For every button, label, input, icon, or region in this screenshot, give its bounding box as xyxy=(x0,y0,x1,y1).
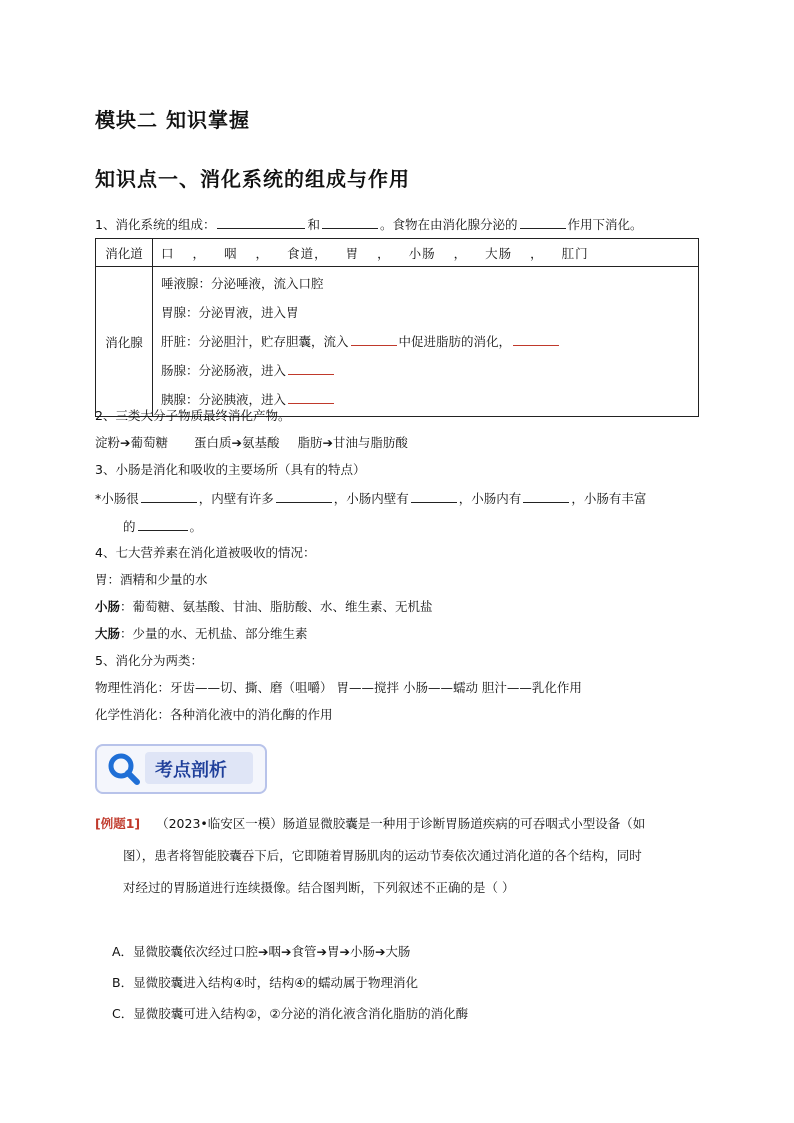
q3-blank-5[interactable] xyxy=(138,518,188,531)
pancreas-blank[interactable] xyxy=(288,391,334,404)
stomach-text: ：酒精和少量的水 xyxy=(107,572,208,587)
organ-sep: ， xyxy=(255,245,270,261)
magnifier-icon xyxy=(105,750,143,788)
q1-mid2: 。食物在由消化腺分泌的 xyxy=(379,217,518,232)
q3-title: 3、小肠是消化和吸收的主要场所（具有的特点） xyxy=(95,462,366,477)
example-line3: 对经过的胃肠道进行连续摄像。结合图判断，下列叙述不正确的是（ ） xyxy=(123,880,515,895)
organ-item: 食道， xyxy=(287,245,328,261)
q1-blank-1[interactable] xyxy=(217,216,305,229)
q1-prefix: 1、消化系统的组成： xyxy=(95,217,216,232)
starch-product: 淀粉➔葡萄糖 xyxy=(95,435,168,450)
large-intestine-label: 大肠 xyxy=(95,626,121,641)
option-a: A．显微胶囊依次经过口腔➔咽➔食管➔胃➔小肠➔大肠 xyxy=(112,944,411,959)
intestinal-blank[interactable] xyxy=(288,362,334,375)
q1-blank-2[interactable] xyxy=(322,216,378,229)
q3-blank-1[interactable] xyxy=(141,490,197,503)
q3-blank-2[interactable] xyxy=(276,490,332,503)
q3-p4: ，小肠内有 xyxy=(458,491,522,506)
liver-text-b: 中促进脂肪的消化， xyxy=(398,334,512,349)
liver-text-a: 肝脏：分泌胆汁，贮存胆囊，流入 xyxy=(161,334,349,349)
q4-title: 4、七大营养素在消化道被吸收的情况： xyxy=(95,545,316,560)
intestinal-text: 肠腺：分泌肠液，进入 xyxy=(161,363,287,378)
fat-product: 脂肪➔甘油与脂肪酸 xyxy=(297,435,408,450)
q4-large-intestine xyxy=(95,626,308,642)
q5-title: 5、消化分为两类： xyxy=(95,653,203,668)
table-row-tract xyxy=(96,239,699,267)
q3-blank-4[interactable] xyxy=(523,490,569,503)
example-line2: 图），患者将智能胶囊吞下后，它即随着胃肠肌肉的运动节奏依次通过消化道的各个结构，同时 xyxy=(123,848,642,863)
q5-chemical: 化学性消化：各种消化液中的消化酶的作用 xyxy=(95,707,333,722)
section-title: 知识点一、消化系统的组成与作用 xyxy=(95,167,410,191)
q1-suffix: 作用下消化。 xyxy=(567,217,643,232)
organ-item: 大肠 xyxy=(485,245,513,261)
q5-physical: 物理性消化：牙齿——切、撕、磨（咀嚼） 胃——搅拌 小肠——蠕动 胆汁——乳化作用 xyxy=(95,680,582,695)
gland-salivary: 唾液腺：分泌唾液，流入口腔 xyxy=(161,276,324,291)
gland-intestinal xyxy=(161,356,690,385)
organ-sep: ， xyxy=(530,245,544,261)
organs-list xyxy=(161,244,690,262)
small-intestine-label: 小肠 xyxy=(95,599,121,614)
example-line1 xyxy=(95,814,645,832)
large-intestine-text: ：少量的水、无机盐、部分维生素 xyxy=(120,626,308,641)
q3-line1 xyxy=(95,490,646,507)
organ-item: 咽 xyxy=(224,245,238,261)
q4-stomach xyxy=(95,572,208,588)
exam-analysis-banner xyxy=(95,744,267,794)
gland-liver xyxy=(161,327,690,356)
pancreas-text: 胰腺：分泌胰液，进入 xyxy=(161,392,287,407)
option-b: B．显微胶囊进入结构④时，结构④的蠕动属于物理消化 xyxy=(112,975,418,990)
protein-product: 蛋白质➔氨基酸 xyxy=(193,435,280,450)
example-tag: [例题1] xyxy=(95,816,141,831)
organ-item: 口 xyxy=(161,245,175,261)
q3-p1: *小肠很 xyxy=(95,491,139,506)
tract-label: 消化道 xyxy=(96,239,153,267)
organ-item: 肛门 xyxy=(561,245,589,261)
banner-label: 考点剖析 xyxy=(155,760,227,781)
organ-sep: ， xyxy=(192,245,207,261)
stomach-label: 胃 xyxy=(95,572,108,587)
small-intestine-text: ：葡萄糖、氨基酸、甘油、脂肪酸、水、维生素、无机盐 xyxy=(120,599,433,614)
q2-title: 2、三类大分子物质最终消化产物。 xyxy=(95,408,291,423)
q3-p6: 的 xyxy=(123,519,136,534)
q1-mid1: 和 xyxy=(307,217,320,232)
organ-sep: ， xyxy=(377,245,391,261)
q3-p3: ，小肠内壁有 xyxy=(333,491,409,506)
q3-p5: ，小肠有丰富 xyxy=(571,491,647,506)
organ-item: 胃 xyxy=(345,245,360,261)
glands-cell xyxy=(153,267,699,417)
q1-blank-3[interactable] xyxy=(520,216,566,229)
organ-item: 小肠 xyxy=(408,245,436,261)
q1-line xyxy=(95,216,643,233)
organ-sep: ， xyxy=(453,245,468,261)
q3-blank-3[interactable] xyxy=(411,490,457,503)
organs-cell xyxy=(153,239,699,267)
q3-line2 xyxy=(123,518,202,535)
q4-small-intestine xyxy=(95,599,433,615)
liver-blank-2[interactable] xyxy=(513,333,559,346)
q3-p2: ，内壁有许多 xyxy=(198,491,274,506)
table-row-glands xyxy=(96,267,699,417)
gland-label: 消化腺 xyxy=(96,267,153,417)
q3-p7: 。 xyxy=(189,519,203,534)
q2-products xyxy=(95,435,408,451)
gland-gastric: 胃腺：分泌胃液，进入胃 xyxy=(161,305,299,320)
liver-blank-1[interactable] xyxy=(351,333,397,346)
digestive-system-table xyxy=(95,238,699,417)
module-title: 模块二 知识掌握 xyxy=(95,108,250,132)
example-text-1: （2023•临安区一模）肠道显微胶囊是一种用于诊断胃肠道疾病的可吞咽式小型设备（如 xyxy=(156,816,646,831)
option-c: C．显微胶囊可进入结构②，②分泌的消化液含消化脂肪的消化酶 xyxy=(112,1006,469,1021)
